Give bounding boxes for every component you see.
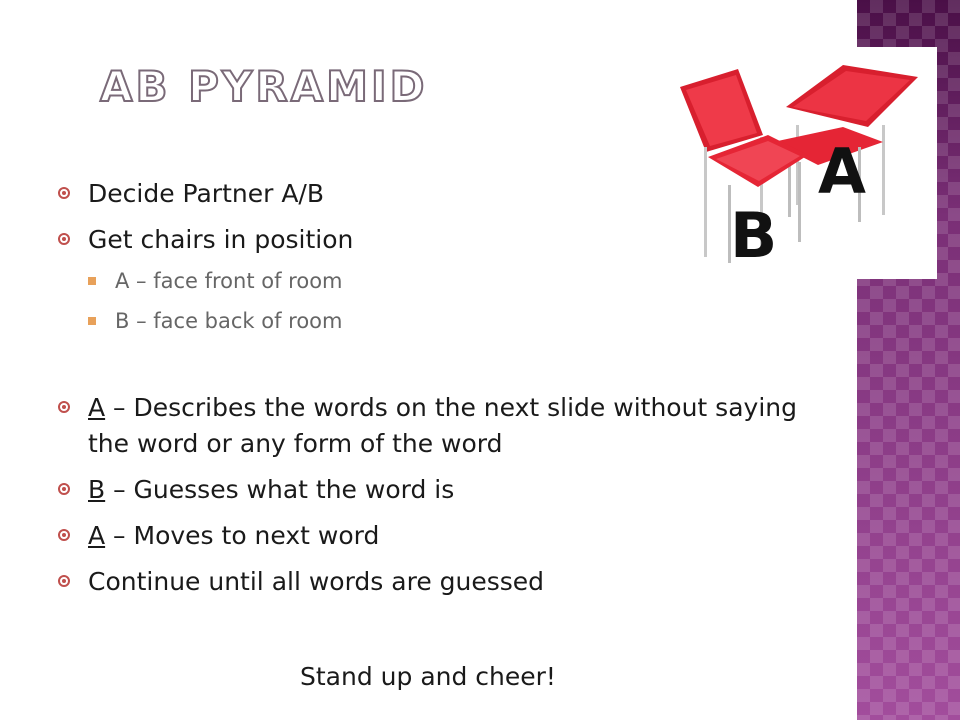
step-key: B <box>88 475 106 504</box>
label-a: A <box>818 135 866 208</box>
bullet-icon <box>58 233 70 245</box>
bullet-step-describe <box>58 390 818 462</box>
bullet-text: Decide Partner A/B <box>88 179 324 208</box>
label-b: B <box>730 199 778 272</box>
step-key: A <box>88 393 106 422</box>
bullet-text: Continue until all words are guessed <box>88 567 545 596</box>
bullet-icon <box>58 187 70 199</box>
bullet-icon <box>58 401 70 413</box>
closing-text: Stand up and cheer! <box>300 662 556 691</box>
sub-bullet-icon <box>88 317 96 325</box>
sub-bullet-icon <box>88 277 96 285</box>
step-text: – Describes the words on the next slide without saying the word or any form of the word <box>88 393 797 458</box>
step-key: A <box>88 521 106 550</box>
sub-bullet-a-front <box>58 266 818 296</box>
step-text: – Guesses what the word is <box>105 475 455 504</box>
bullet-get-chairs <box>58 222 818 258</box>
bullet-step-guess <box>58 472 818 508</box>
bullet-text: Get chairs in position <box>88 225 354 254</box>
slide-title: AB PYRAMID <box>100 62 428 111</box>
slide-content <box>58 176 818 600</box>
bullet-icon <box>58 529 70 541</box>
bullet-decide-partner <box>58 176 818 212</box>
sub-bullet-text: A – face front of room <box>115 269 343 293</box>
bullet-icon <box>58 575 70 587</box>
bullet-step-next <box>58 518 818 554</box>
bullet-icon <box>58 483 70 495</box>
step-text: – Moves to next word <box>105 521 380 550</box>
sub-bullet-text: B – face back of room <box>115 309 343 333</box>
sub-bullet-b-back <box>58 306 818 336</box>
bullet-continue <box>58 564 818 600</box>
